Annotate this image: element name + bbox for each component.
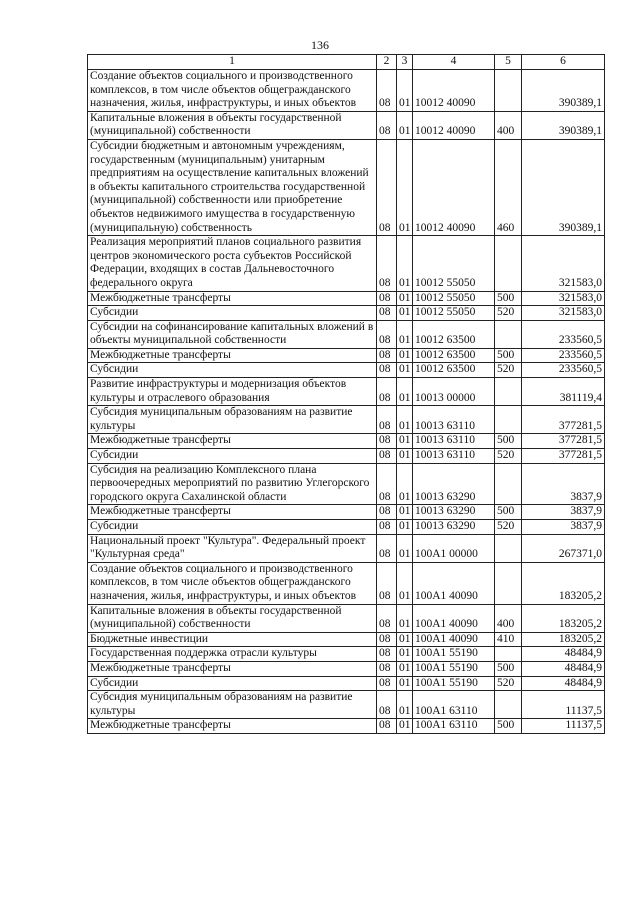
amount: 381119,4 bbox=[522, 378, 605, 406]
item-name: Субсидии bbox=[88, 363, 377, 378]
target-article-code: 100А1 55190 bbox=[413, 661, 495, 676]
section-code: 08 bbox=[377, 139, 397, 235]
section-code: 08 bbox=[377, 632, 397, 647]
table-row bbox=[88, 449, 605, 464]
expense-type-code: 500 bbox=[495, 505, 522, 520]
table-row bbox=[88, 661, 605, 676]
page-number: 136 bbox=[311, 38, 329, 52]
item-name: Межбюджетные трансферты bbox=[88, 661, 377, 676]
amount: 233560,5 bbox=[522, 320, 605, 348]
section-code: 08 bbox=[377, 111, 397, 139]
subsection-code: 01 bbox=[397, 534, 413, 562]
amount: 390389,1 bbox=[522, 70, 605, 112]
target-article-code: 10012 55050 bbox=[413, 236, 495, 291]
amount: 377281,5 bbox=[522, 406, 605, 434]
target-article-code: 10012 55050 bbox=[413, 306, 495, 321]
table-row bbox=[88, 236, 605, 291]
subsection-code: 01 bbox=[397, 647, 413, 662]
table-row bbox=[88, 632, 605, 647]
table-row bbox=[88, 647, 605, 662]
amount: 321583,0 bbox=[522, 236, 605, 291]
subsection-code: 01 bbox=[397, 348, 413, 363]
amount: 11137,5 bbox=[522, 719, 605, 734]
table-row bbox=[88, 320, 605, 348]
subsection-code: 01 bbox=[397, 691, 413, 719]
target-article-code: 100А1 63110 bbox=[413, 691, 495, 719]
target-article-code: 10013 63110 bbox=[413, 406, 495, 434]
expense-type-code: 520 bbox=[495, 449, 522, 464]
subsection-code: 01 bbox=[397, 719, 413, 734]
target-article-code: 10013 63110 bbox=[413, 434, 495, 449]
amount: 3837,9 bbox=[522, 463, 605, 505]
subsection-code: 01 bbox=[397, 378, 413, 406]
target-article-code: 10012 55050 bbox=[413, 291, 495, 306]
section-code: 08 bbox=[377, 647, 397, 662]
subsection-code: 01 bbox=[397, 661, 413, 676]
expense-type-code bbox=[495, 378, 522, 406]
amount: 183205,2 bbox=[522, 604, 605, 632]
target-article-code: 100А1 55190 bbox=[413, 647, 495, 662]
item-name: Субсидии bbox=[88, 449, 377, 464]
item-name: Межбюджетные трансферты bbox=[88, 348, 377, 363]
subsection-code: 01 bbox=[397, 406, 413, 434]
amount: 3837,9 bbox=[522, 505, 605, 520]
header-cell: 5 bbox=[495, 55, 522, 70]
target-article-code: 100А1 40090 bbox=[413, 632, 495, 647]
table-row bbox=[88, 562, 605, 604]
item-name: Реализация мероприятий планов социального развития центров экономического роста субъектов Российской Федерации, входящих в состав Дальневосточного федерального округа bbox=[88, 236, 377, 291]
amount: 233560,5 bbox=[522, 363, 605, 378]
section-code: 08 bbox=[377, 463, 397, 505]
expense-type-code bbox=[495, 562, 522, 604]
expense-type-code: 500 bbox=[495, 719, 522, 734]
amount: 3837,9 bbox=[522, 520, 605, 535]
target-article-code: 100А1 55190 bbox=[413, 676, 495, 691]
table-row bbox=[88, 291, 605, 306]
target-article-code: 10013 63290 bbox=[413, 463, 495, 505]
expense-type-code bbox=[495, 406, 522, 434]
item-name: Субсидии bbox=[88, 306, 377, 321]
subsection-code: 01 bbox=[397, 632, 413, 647]
header-row bbox=[88, 55, 605, 70]
table-row bbox=[88, 348, 605, 363]
section-code: 08 bbox=[377, 236, 397, 291]
expense-type-code bbox=[495, 534, 522, 562]
target-article-code: 10012 63500 bbox=[413, 320, 495, 348]
expense-type-code: 500 bbox=[495, 348, 522, 363]
target-article-code: 100А1 40090 bbox=[413, 604, 495, 632]
expense-type-code: 520 bbox=[495, 676, 522, 691]
item-name: Государственная поддержка отрасли культуры bbox=[88, 647, 377, 662]
expense-type-code: 500 bbox=[495, 661, 522, 676]
amount: 183205,2 bbox=[522, 562, 605, 604]
subsection-code: 01 bbox=[397, 520, 413, 535]
table-row bbox=[88, 691, 605, 719]
table-row bbox=[88, 604, 605, 632]
budget-table bbox=[87, 54, 605, 734]
expense-type-code: 520 bbox=[495, 363, 522, 378]
item-name: Развитие инфраструктуры и модернизация объектов культуры и отраслевого образования bbox=[88, 378, 377, 406]
target-article-code: 10012 63500 bbox=[413, 363, 495, 378]
target-article-code: 10013 63110 bbox=[413, 449, 495, 464]
subsection-code: 01 bbox=[397, 463, 413, 505]
target-article-code: 10013 63290 bbox=[413, 520, 495, 535]
section-code: 08 bbox=[377, 534, 397, 562]
table-row bbox=[88, 434, 605, 449]
expense-type-code bbox=[495, 236, 522, 291]
amount: 377281,5 bbox=[522, 434, 605, 449]
table-row bbox=[88, 306, 605, 321]
table-row bbox=[88, 534, 605, 562]
item-name: Национальный проект "Культура". Федеральный проект "Культурная среда" bbox=[88, 534, 377, 562]
header-cell: 2 bbox=[377, 55, 397, 70]
header-cell: 1 bbox=[88, 55, 377, 70]
subsection-code: 01 bbox=[397, 562, 413, 604]
item-name: Субсидия муниципальным образованиям на развитие культуры bbox=[88, 406, 377, 434]
expense-type-code: 500 bbox=[495, 291, 522, 306]
item-name: Межбюджетные трансферты bbox=[88, 291, 377, 306]
expense-type-code bbox=[495, 691, 522, 719]
section-code: 08 bbox=[377, 520, 397, 535]
item-name: Создание объектов социального и производственного комплексов, в том числе объектов общегражданского назначения, жилья, инфраструктуры, и иных объектов bbox=[88, 562, 377, 604]
table-row bbox=[88, 70, 605, 112]
amount: 321583,0 bbox=[522, 306, 605, 321]
expense-type-code bbox=[495, 463, 522, 505]
expense-type-code: 410 bbox=[495, 632, 522, 647]
table-row bbox=[88, 719, 605, 734]
item-name: Капитальные вложения в объекты государственной (муниципальной) собственности bbox=[88, 604, 377, 632]
section-code: 08 bbox=[377, 434, 397, 449]
section-code: 08 bbox=[377, 719, 397, 734]
section-code: 08 bbox=[377, 348, 397, 363]
subsection-code: 01 bbox=[397, 111, 413, 139]
subsection-code: 01 bbox=[397, 236, 413, 291]
item-name: Субсидии bbox=[88, 520, 377, 535]
expense-type-code bbox=[495, 70, 522, 112]
item-name: Создание объектов социального и производственного комплексов, в том числе объектов общегражданского назначения, жилья, инфраструктуры, и иных объектов bbox=[88, 70, 377, 112]
subsection-code: 01 bbox=[397, 139, 413, 235]
amount: 48484,9 bbox=[522, 647, 605, 662]
table-row bbox=[88, 406, 605, 434]
subsection-code: 01 bbox=[397, 604, 413, 632]
table-row bbox=[88, 505, 605, 520]
section-code: 08 bbox=[377, 363, 397, 378]
target-article-code: 100А1 40090 bbox=[413, 562, 495, 604]
item-name: Бюджетные инвестиции bbox=[88, 632, 377, 647]
header-cell: 4 bbox=[413, 55, 495, 70]
target-article-code: 10012 40090 bbox=[413, 70, 495, 112]
expense-type-code: 400 bbox=[495, 604, 522, 632]
amount: 390389,1 bbox=[522, 111, 605, 139]
section-code: 08 bbox=[377, 676, 397, 691]
section-code: 08 bbox=[377, 661, 397, 676]
table-row bbox=[88, 520, 605, 535]
amount: 48484,9 bbox=[522, 676, 605, 691]
item-name: Субсидии бюджетным и автономным учреждениям, государственным (муниципальным) унитарным предприятиям на осуществление капитальных вложений в объекты капитального строительства государственной (муниципальной) собственности или приобретение объектов недвижимого имущества в государственную (муниципальную) собственность bbox=[88, 139, 377, 235]
subsection-code: 01 bbox=[397, 291, 413, 306]
section-code: 08 bbox=[377, 505, 397, 520]
subsection-code: 01 bbox=[397, 434, 413, 449]
amount: 377281,5 bbox=[522, 449, 605, 464]
section-code: 08 bbox=[377, 562, 397, 604]
section-code: 08 bbox=[377, 70, 397, 112]
subsection-code: 01 bbox=[397, 449, 413, 464]
target-article-code: 10012 40090 bbox=[413, 111, 495, 139]
header-cell: 6 bbox=[522, 55, 605, 70]
amount: 267371,0 bbox=[522, 534, 605, 562]
target-article-code: 10012 63500 bbox=[413, 348, 495, 363]
target-article-code: 100А1 00000 bbox=[413, 534, 495, 562]
section-code: 08 bbox=[377, 320, 397, 348]
table-row bbox=[88, 139, 605, 235]
subsection-code: 01 bbox=[397, 505, 413, 520]
target-article-code: 100А1 63110 bbox=[413, 719, 495, 734]
header-cell: 3 bbox=[397, 55, 413, 70]
section-code: 08 bbox=[377, 604, 397, 632]
item-name: Капитальные вложения в объекты государственной (муниципальной) собственности bbox=[88, 111, 377, 139]
item-name: Межбюджетные трансферты bbox=[88, 434, 377, 449]
item-name: Субсидия муниципальным образованиям на развитие культуры bbox=[88, 691, 377, 719]
target-article-code: 10012 40090 bbox=[413, 139, 495, 235]
section-code: 08 bbox=[377, 691, 397, 719]
item-name: Межбюджетные трансферты bbox=[88, 719, 377, 734]
amount: 11137,5 bbox=[522, 691, 605, 719]
section-code: 08 bbox=[377, 449, 397, 464]
table-row bbox=[88, 676, 605, 691]
subsection-code: 01 bbox=[397, 306, 413, 321]
item-name: Межбюджетные трансферты bbox=[88, 505, 377, 520]
amount: 233560,5 bbox=[522, 348, 605, 363]
target-article-code: 10013 00000 bbox=[413, 378, 495, 406]
expense-type-code bbox=[495, 647, 522, 662]
section-code: 08 bbox=[377, 406, 397, 434]
expense-type-code: 400 bbox=[495, 111, 522, 139]
section-code: 08 bbox=[377, 291, 397, 306]
amount: 48484,9 bbox=[522, 661, 605, 676]
expense-type-code: 520 bbox=[495, 306, 522, 321]
expense-type-code bbox=[495, 320, 522, 348]
amount: 321583,0 bbox=[522, 291, 605, 306]
subsection-code: 01 bbox=[397, 320, 413, 348]
expense-type-code: 500 bbox=[495, 434, 522, 449]
amount: 390389,1 bbox=[522, 139, 605, 235]
table-row bbox=[88, 463, 605, 505]
amount: 183205,2 bbox=[522, 632, 605, 647]
table-row bbox=[88, 378, 605, 406]
target-article-code: 10013 63290 bbox=[413, 505, 495, 520]
item-name: Субсидии bbox=[88, 676, 377, 691]
table-row bbox=[88, 363, 605, 378]
expense-type-code: 520 bbox=[495, 520, 522, 535]
section-code: 08 bbox=[377, 306, 397, 321]
subsection-code: 01 bbox=[397, 363, 413, 378]
subsection-code: 01 bbox=[397, 70, 413, 112]
table-row bbox=[88, 111, 605, 139]
subsection-code: 01 bbox=[397, 676, 413, 691]
item-name: Субсидия на реализацию Комплексного плана первоочередных мероприятий по развитию Углегорского городского округа Сахалинской области bbox=[88, 463, 377, 505]
section-code: 08 bbox=[377, 378, 397, 406]
expense-type-code: 460 bbox=[495, 139, 522, 235]
item-name: Субсидии на софинансирование капитальных вложений в объекты муниципальной собственности bbox=[88, 320, 377, 348]
